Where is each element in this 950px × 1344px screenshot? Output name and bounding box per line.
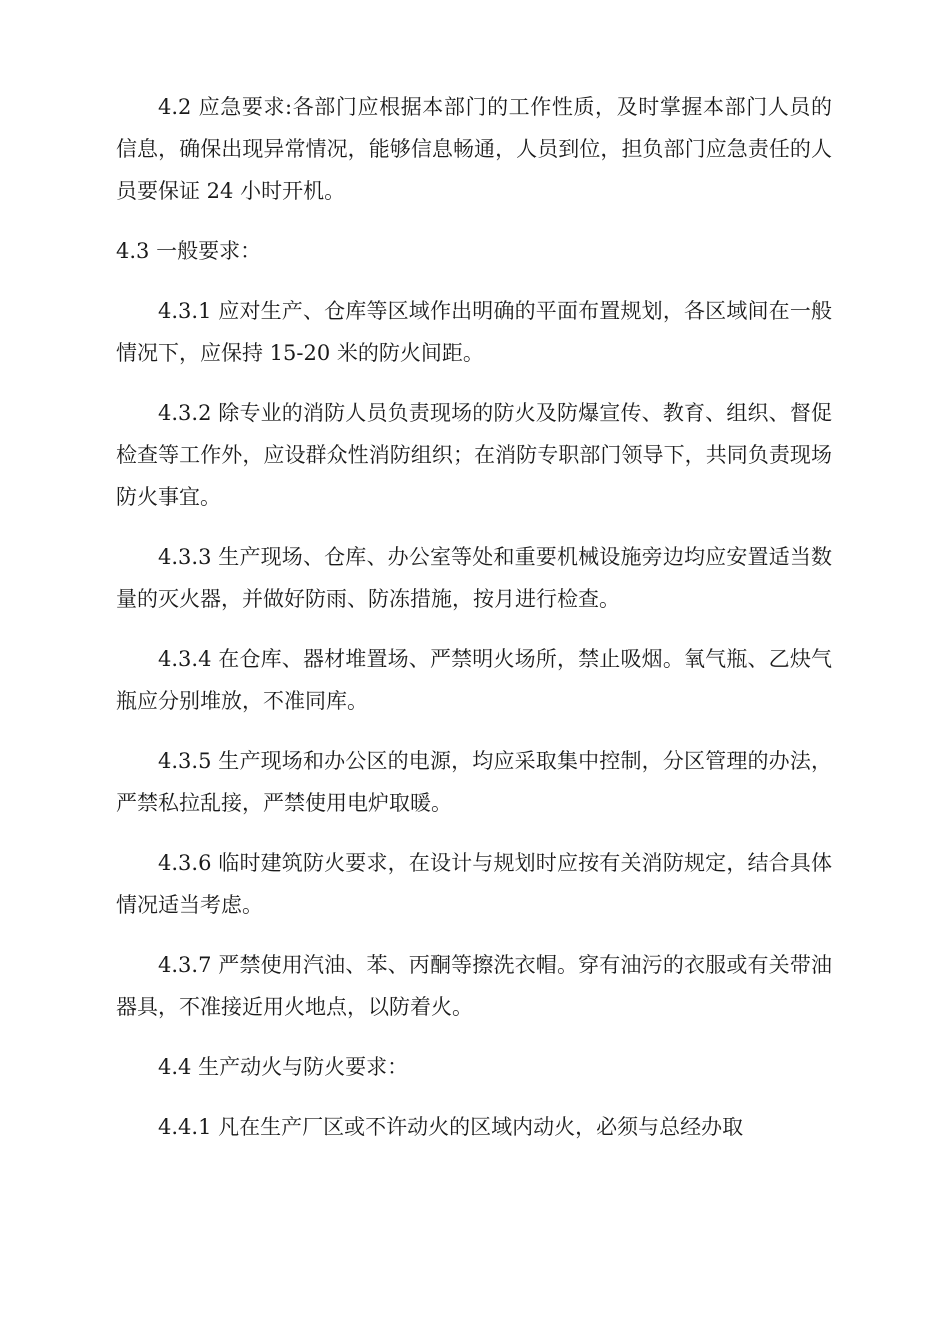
document-page xyxy=(116,86,832,1166)
paragraph-4-3-4: 4.3.4 在仓库、器材堆置场、严禁明火场所，禁止吸烟。氧气瓶、乙炔气瓶应分别堆放，不准同库。 xyxy=(116,647,832,713)
paragraph-4-3-3: 4.3.3 生产现场、仓库、办公室等处和重要机械设施旁边均应安置适当数量的灭火器，并做好防雨、防冻措施，按月进行检查。 xyxy=(116,545,832,611)
paragraph-4-3-2: 4.3.2 除专业的消防人员负责现场的防火及防爆宣传、教育、组织、督促检查等工作外，应设群众性消防组织；在消防专职部门领导下，共同负责现场防火事宜。 xyxy=(116,401,832,509)
paragraph-4-3-5: 4.3.5 生产现场和办公区的电源，均应采取集中控制，分区管理的办法，严禁私拉乱接，严禁使用电炉取暖。 xyxy=(116,749,832,815)
paragraph-4-3-6: 4.3.6 临时建筑防火要求，在设计与规划时应按有关消防规定，结合具体情况适当考虑。 xyxy=(116,851,832,917)
heading-4-3: 4.3 一般要求： xyxy=(116,239,262,263)
paragraph-4-4-1: 4.4.1 凡在生产厂区或不许动火的区域内动火，必须与总经办取 xyxy=(158,1115,744,1139)
paragraph-4-3-7: 4.3.7 严禁使用汽油、苯、丙酮等擦洗衣帽。穿有油污的衣服或有关带油器具，不准接近用火地点，以防着火。 xyxy=(116,953,832,1019)
paragraph-4-3-1: 4.3.1 应对生产、仓库等区域作出明确的平面布置规划，各区域间在一般情况下，应保持 15-20 米的防火间距。 xyxy=(116,299,832,365)
heading-4-4: 4.4 生产动火与防火要求： xyxy=(158,1055,409,1079)
paragraph-4-2: 4.2 应急要求:各部门应根据本部门的工作性质，及时掌握本部门人员的信息，确保出现异常情况，能够信息畅通，人员到位，担负部门应急责任的人员要保证 24 小时开机。 xyxy=(116,95,832,203)
